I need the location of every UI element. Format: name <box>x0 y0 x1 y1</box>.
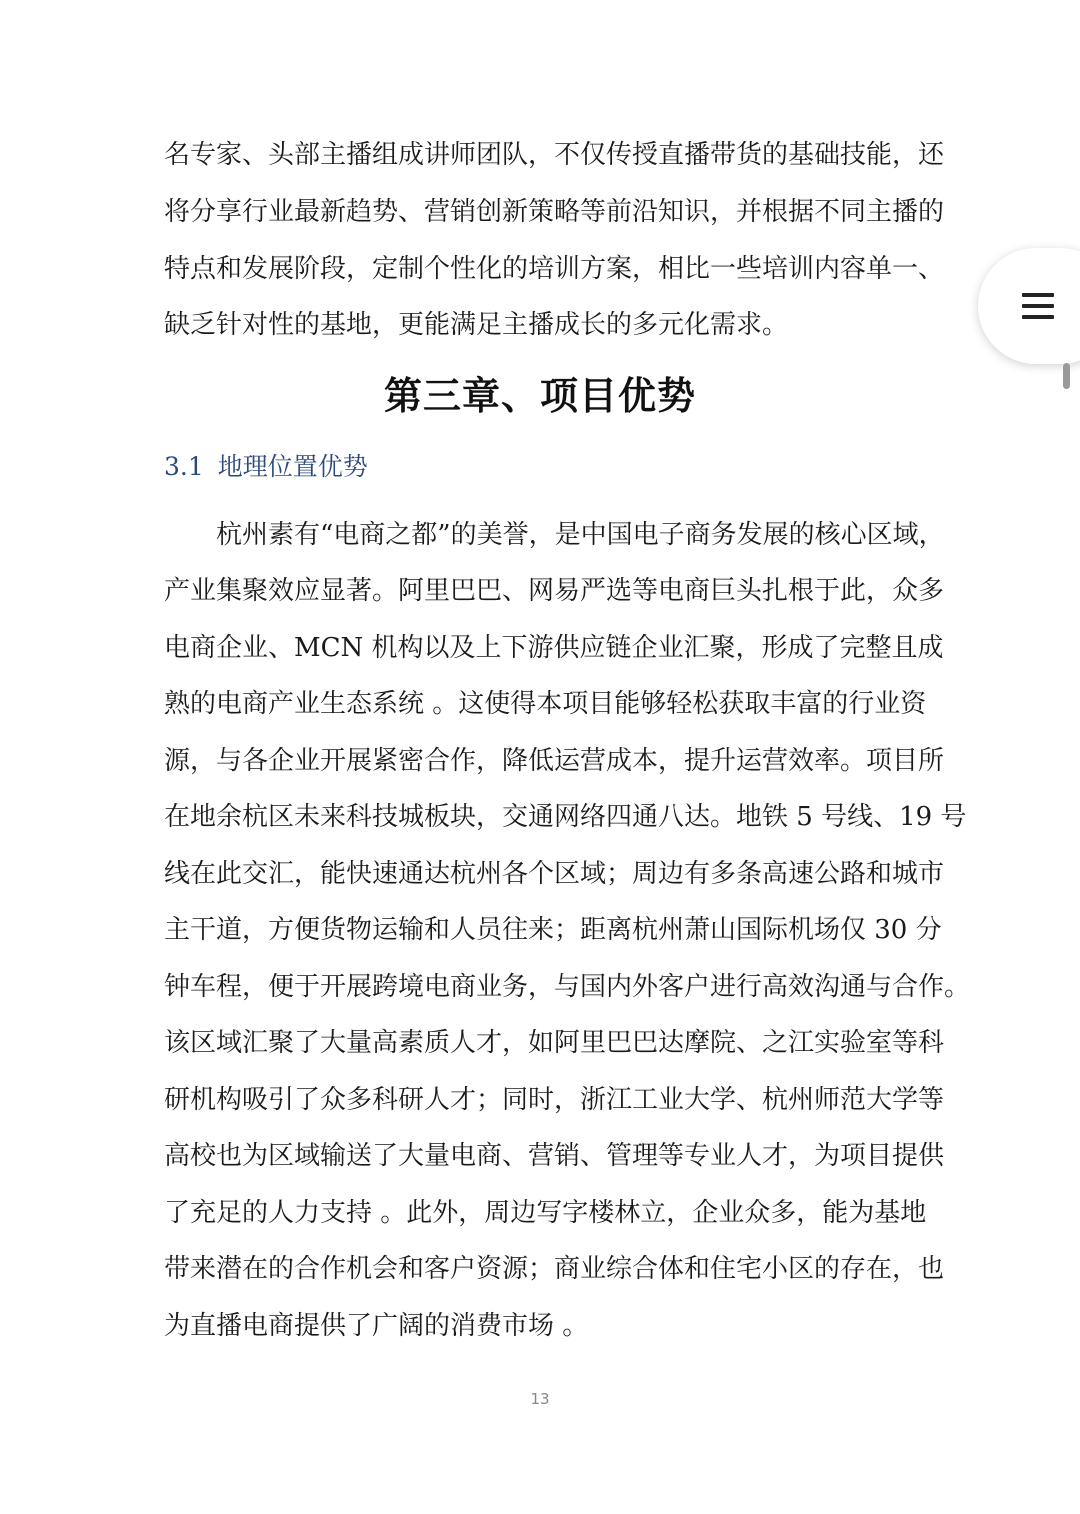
paragraph-line: 线在此交汇，能快速通达杭州各个区域；周边有多条高速公路和城市 <box>164 859 945 889</box>
paragraph-line: 带来潜在的合作机会和客户资源；商业综合体和住宅小区的存在，也 <box>164 1254 945 1284</box>
section-number: 3.1 <box>164 452 204 481</box>
paragraph-line: 产业集聚效应显著。阿里巴巴、网易严选等电商巨头扎根于此，众多 <box>164 576 945 606</box>
page-number: 13 <box>530 1390 550 1408</box>
paragraph-line: 杭州素有“电商之都”的美誉，是中国电子商务发展的核心区域， <box>164 520 945 550</box>
paragraph-line: 主干道，方便货物运输和人员往来；距离杭州萧山国际机场仅 30 分 <box>164 915 942 945</box>
paragraph-line: 名专家、头部主播组成讲师团队，不仅传授直播带货的基础技能，还 <box>164 140 945 170</box>
paragraph-line: 缺乏针对性的基地，更能满足主播成长的多元化需求。 <box>164 310 789 340</box>
hamburger-menu-icon[interactable] <box>1022 293 1054 319</box>
paragraph-line: 该区域汇聚了大量高素质人才，如阿里巴巴达摩院、之江实验室等科 <box>164 1028 945 1058</box>
paragraph-line: 研机构吸引了众多科研人才；同时，浙江工业大学、杭州师范大学等 <box>164 1085 945 1115</box>
section-title: 地理位置优势 <box>217 452 368 481</box>
paragraph-line: 特点和发展阶段，定制个性化的培训方案，相比一些培训内容单一、 <box>164 254 945 284</box>
paragraph-line: 为直播电商提供了广阔的消费市场 。 <box>164 1311 589 1341</box>
paragraph-line: 钟车程，便于开展跨境电商业务，与国内外客户进行高效沟通与合作。 <box>164 972 971 1002</box>
section-heading <box>164 450 368 484</box>
scrollbar-thumb[interactable] <box>1063 363 1070 389</box>
paragraph-line: 在地余杭区未来科技城板块，交通网络四通八达。地铁 5 号线、19 号 <box>164 802 967 832</box>
paragraph-line: 将分享行业最新趋势、营销创新策略等前沿知识，并根据不同主播的 <box>164 197 945 227</box>
paragraph-line: 电商企业、MCN 机构以及上下游供应链企业汇聚，形成了完整且成 <box>164 633 944 663</box>
paragraph-line: 源，与各企业开展紧密合作，降低运营成本，提升运营效率。项目所 <box>164 746 945 776</box>
chapter-title: 第三章、项目优势 <box>383 374 696 418</box>
paragraph-line: 了充足的人力支持 。此外，周边写字楼林立，企业众多，能为基地 <box>164 1198 927 1228</box>
paragraph-line: 高校也为区域输送了大量电商、营销、管理等专业人才，为项目提供 <box>164 1141 945 1171</box>
paragraph-line: 熟的电商产业生态系统 。这使得本项目能够轻松获取丰富的行业资 <box>164 689 927 719</box>
